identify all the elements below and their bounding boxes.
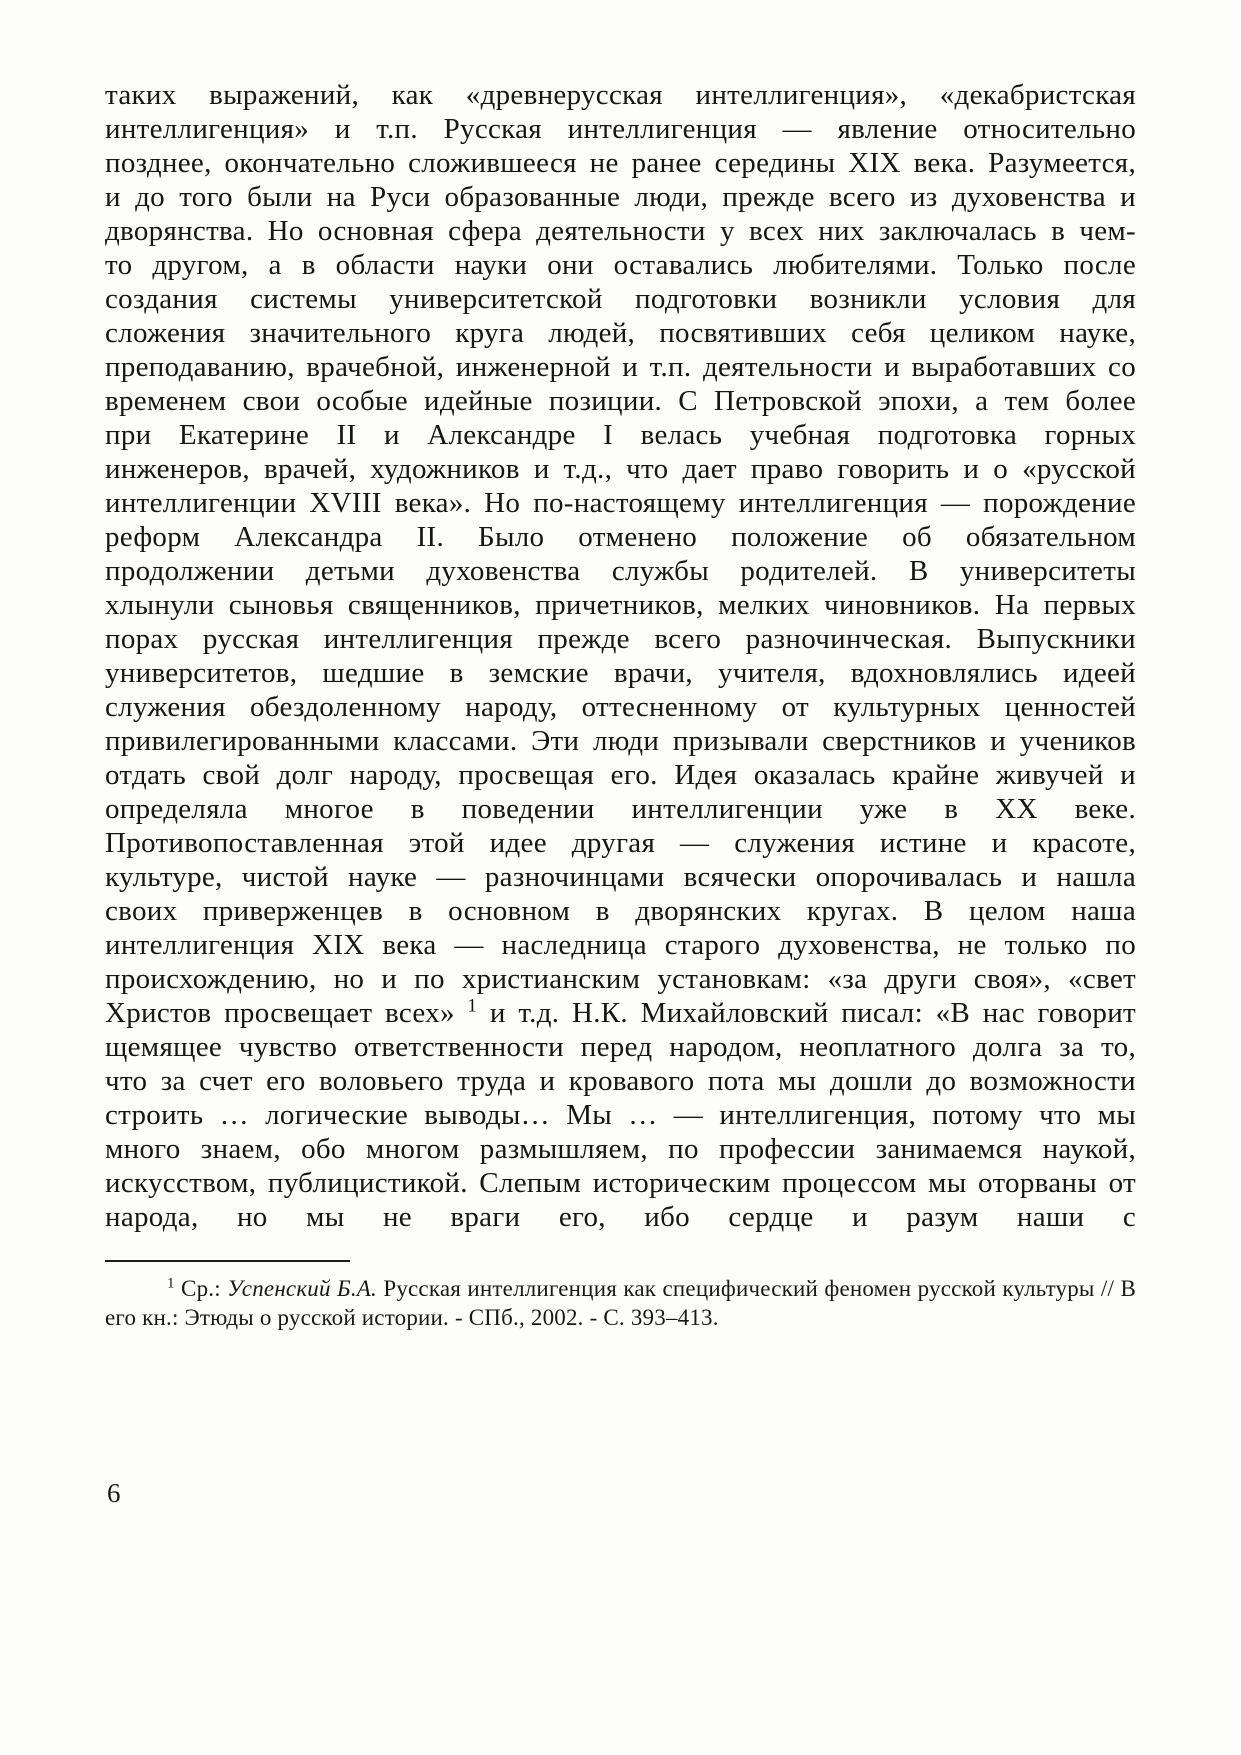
body-text-part2: и т.д. Н.К. Михайловский писал: «В нас говорит щемящее чувство ответственности перед народом, неоплатного долга за то, что за счет его воловьего труда и кровавого пота мы дошли до возможности строить … логические выводы… Мы … — интеллигенция, потому что мы много знаем, обо многом размышляем, по профессии занимаемся наукой, искусством, публицистикой. Слепым историческим процессом мы оторваны от народа, но мы не враги его, ибо сердце и разум наши с bbox=[105, 997, 1136, 1233]
body-text bbox=[105, 78, 1136, 1234]
footnote-author: Успенский Б.А. bbox=[227, 1276, 377, 1301]
footnote-body: Русская интеллигенция как специфический феномен русской культуры // В его кн.: Этюды о русской истории. - СПб., 2002. - С. 393–413. bbox=[105, 1276, 1137, 1330]
footnote-divider bbox=[105, 1260, 350, 1262]
footnote-prefix: Ср.: bbox=[174, 1276, 228, 1301]
footnote-text bbox=[105, 1274, 1136, 1332]
body-text-part1: таких выражений, как «древнерусская интеллигенция», «декабристская интеллигенция» и т.п. Русская интеллигенция — явление относительно позднее, окончательно сложившееся не ранее середины XIX века. Разумеется, и до того были на Руси образованные люди, прежде всего из духовенства и дворянства. Но основная сфера деятельности у всех них заключалась в чем-то другом, а в области науки они оставались любителями. Только после создания системы университетской подготовки возникли условия для сложения значительного круга людей, посвятивших себя целиком науке, преподаванию, врачебной, инженерной и т.п. деятельности и выработавших со временем свои особые идейные позиции. С Петровской эпохи, а тем более при Екатерине II и Александре I велась учебная подготовка горных инженеров, врачей, художников и т.д., что дает право говорить и о «русской интеллигенции XVIII века». Но по-настоящему интеллигенция — порождение реформ Александра II. Было отменено положение об обязательном продолжении детьми духовенства службы родителей. В университеты хлынули сыновья священников, причетников, мелких чиновников. На первых порах русская интеллигенция прежде всего разночинческая. Выпускники университетов, шедшие в земские врачи, учителя, вдохновлялись идеей служения обездоленному народу, оттесненному от культурных ценностей привилегированными классами. Эти люди призывали сверстников и учеников отдать свой долг народу, просвещая его. Идея оказалась крайне живучей и определяла многое в поведении интеллигенции уже в XX веке. Противопоставленная этой идее другая — служения истине и красоте, культуре, чистой науке — разночинцами всячески опорочивалась и нашла своих приверженцев в основном в дворянских кругах. В целом наша интеллигенция XIX века — наследница старого духовенства, не только по происхождению, но и по христианским установкам: «за други своя», «свет Христов просвещает всех» bbox=[105, 79, 1136, 1029]
footnote-reference: 1 bbox=[467, 995, 478, 1017]
page-number: 6 bbox=[107, 1478, 121, 1508]
footnote-marker: 1 bbox=[167, 1275, 175, 1292]
